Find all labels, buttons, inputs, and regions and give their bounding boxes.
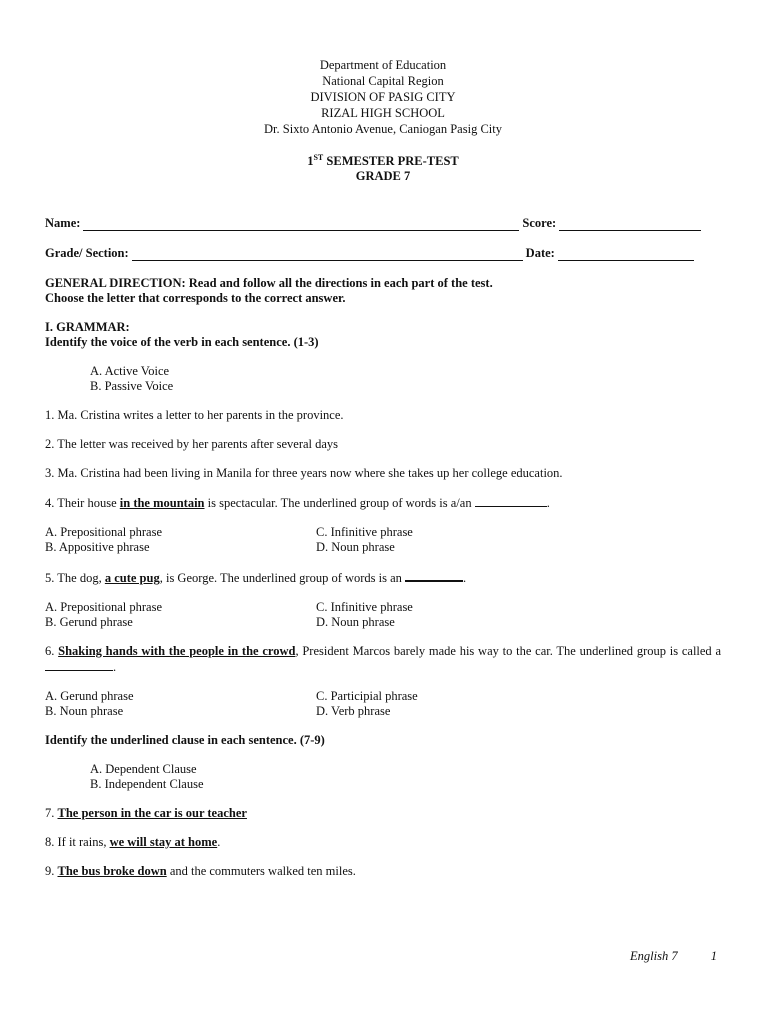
answer-blank[interactable]: [405, 569, 463, 582]
test-title: [45, 150, 721, 184]
question-3: 3. Ma. Cristina had been living in Manila for three years now where she takes up her college education.: [45, 466, 563, 480]
section-grammar-instruction: Identify the voice of the verb in each sentence. (1-3): [45, 335, 319, 349]
score-label: Score:: [522, 216, 557, 230]
header-line-5: Dr. Sixto Antonio Avenue, Caniogan Pasig City: [264, 122, 502, 136]
footer-subject: English 7: [630, 949, 678, 963]
question-6: 6. Shaking hands with the people in the crowd, President Marcos barely made his way to the car. The underlined group is called a .: [45, 644, 721, 674]
clause-options: [45, 762, 721, 792]
option-b: B. Appositive phrase: [45, 540, 150, 554]
question-4: 4. Their house in the mountain is spectacular. The underlined group of words is a/an .: [45, 496, 550, 510]
option-c: C. Infinitive phrase: [316, 525, 413, 539]
question-5: 5. The dog, a cute pug, is George. The underlined group of words is an .: [45, 571, 467, 585]
general-direction-text-2: Choose the letter that corresponds to the correct answer.: [45, 291, 346, 305]
option-d: D. Noun phrase: [316, 615, 395, 629]
option-c: C. Participial phrase: [316, 689, 418, 703]
question-9: 9. The bus broke down and the commuters walked ten miles.: [45, 864, 356, 878]
score-blank[interactable]: [559, 219, 701, 231]
answer-blank[interactable]: [45, 659, 113, 671]
option-c: C. Infinitive phrase: [316, 600, 413, 614]
underlined-phrase: in the mountain: [119, 496, 205, 510]
underlined-clause: The bus broke down: [57, 864, 167, 878]
general-direction-label: GENERAL DIRECTION:: [45, 276, 186, 290]
option-a: A. Prepositional phrase: [45, 525, 162, 539]
option-passive-voice: B. Passive Voice: [90, 379, 174, 393]
option-active-voice: A. Active Voice: [90, 364, 170, 378]
question-7: 7. The person in the car is our teacher: [45, 806, 247, 820]
option-independent-clause: B. Independent Clause: [90, 777, 204, 791]
grade-title: GRADE 7: [355, 169, 411, 183]
question-6-options: [45, 689, 721, 719]
question-2: 2. The letter was received by her parents after several days: [45, 437, 339, 451]
underlined-clause: The person in the car is our teacher: [57, 806, 247, 820]
name-label: Name:: [45, 216, 81, 230]
option-dependent-clause: A. Dependent Clause: [90, 762, 197, 776]
voice-options: [45, 364, 721, 394]
underlined-phrase: Shaking hands with the people in the crowd: [58, 644, 296, 658]
header-line-3: DIVISION OF PASIG CITY: [310, 90, 456, 104]
footer-page-number: 1: [710, 949, 717, 963]
underlined-clause: we will stay at home: [109, 835, 218, 849]
general-direction-text-1: Read and follow all the directions in each part of the test.: [185, 276, 493, 290]
grade-section-label: Grade/ Section:: [45, 246, 129, 260]
date-label: Date:: [525, 246, 555, 260]
name-score-row: [45, 216, 721, 231]
grade-section-blank[interactable]: [132, 249, 523, 261]
option-b: B. Gerund phrase: [45, 615, 133, 629]
option-d: D. Noun phrase: [316, 540, 395, 554]
semester-title: 1ST SEMESTER PRE-TEST: [307, 153, 459, 168]
option-b: B. Noun phrase: [45, 704, 124, 718]
question-4-options: [45, 525, 721, 555]
option-a: A. Prepositional phrase: [45, 600, 162, 614]
section-clause-instruction: Identify the underlined clause in each sentence. (7-9): [45, 733, 325, 747]
document-page: [45, 58, 721, 879]
header-line-1: Department of Education: [319, 58, 447, 72]
section-grammar-heading: I. GRAMMAR:: [45, 320, 130, 334]
page-footer: [630, 949, 717, 964]
option-a: A. Gerund phrase: [45, 689, 134, 703]
underlined-phrase: a cute pug: [104, 571, 160, 585]
answer-blank[interactable]: [475, 495, 547, 507]
question-1: 1. Ma. Cristina writes a letter to her parents in the province.: [45, 408, 344, 422]
school-header: [45, 58, 721, 138]
question-5-options: [45, 600, 721, 630]
option-d: D. Verb phrase: [316, 704, 391, 718]
grade-date-row: [45, 246, 721, 261]
header-line-2: National Capital Region: [322, 74, 444, 88]
date-blank[interactable]: [558, 249, 694, 261]
name-blank[interactable]: [83, 219, 519, 231]
general-direction: [45, 276, 721, 306]
question-8: 8. If it rains, we will stay at home.: [45, 835, 221, 849]
header-line-4: RIZAL HIGH SCHOOL: [321, 106, 445, 120]
